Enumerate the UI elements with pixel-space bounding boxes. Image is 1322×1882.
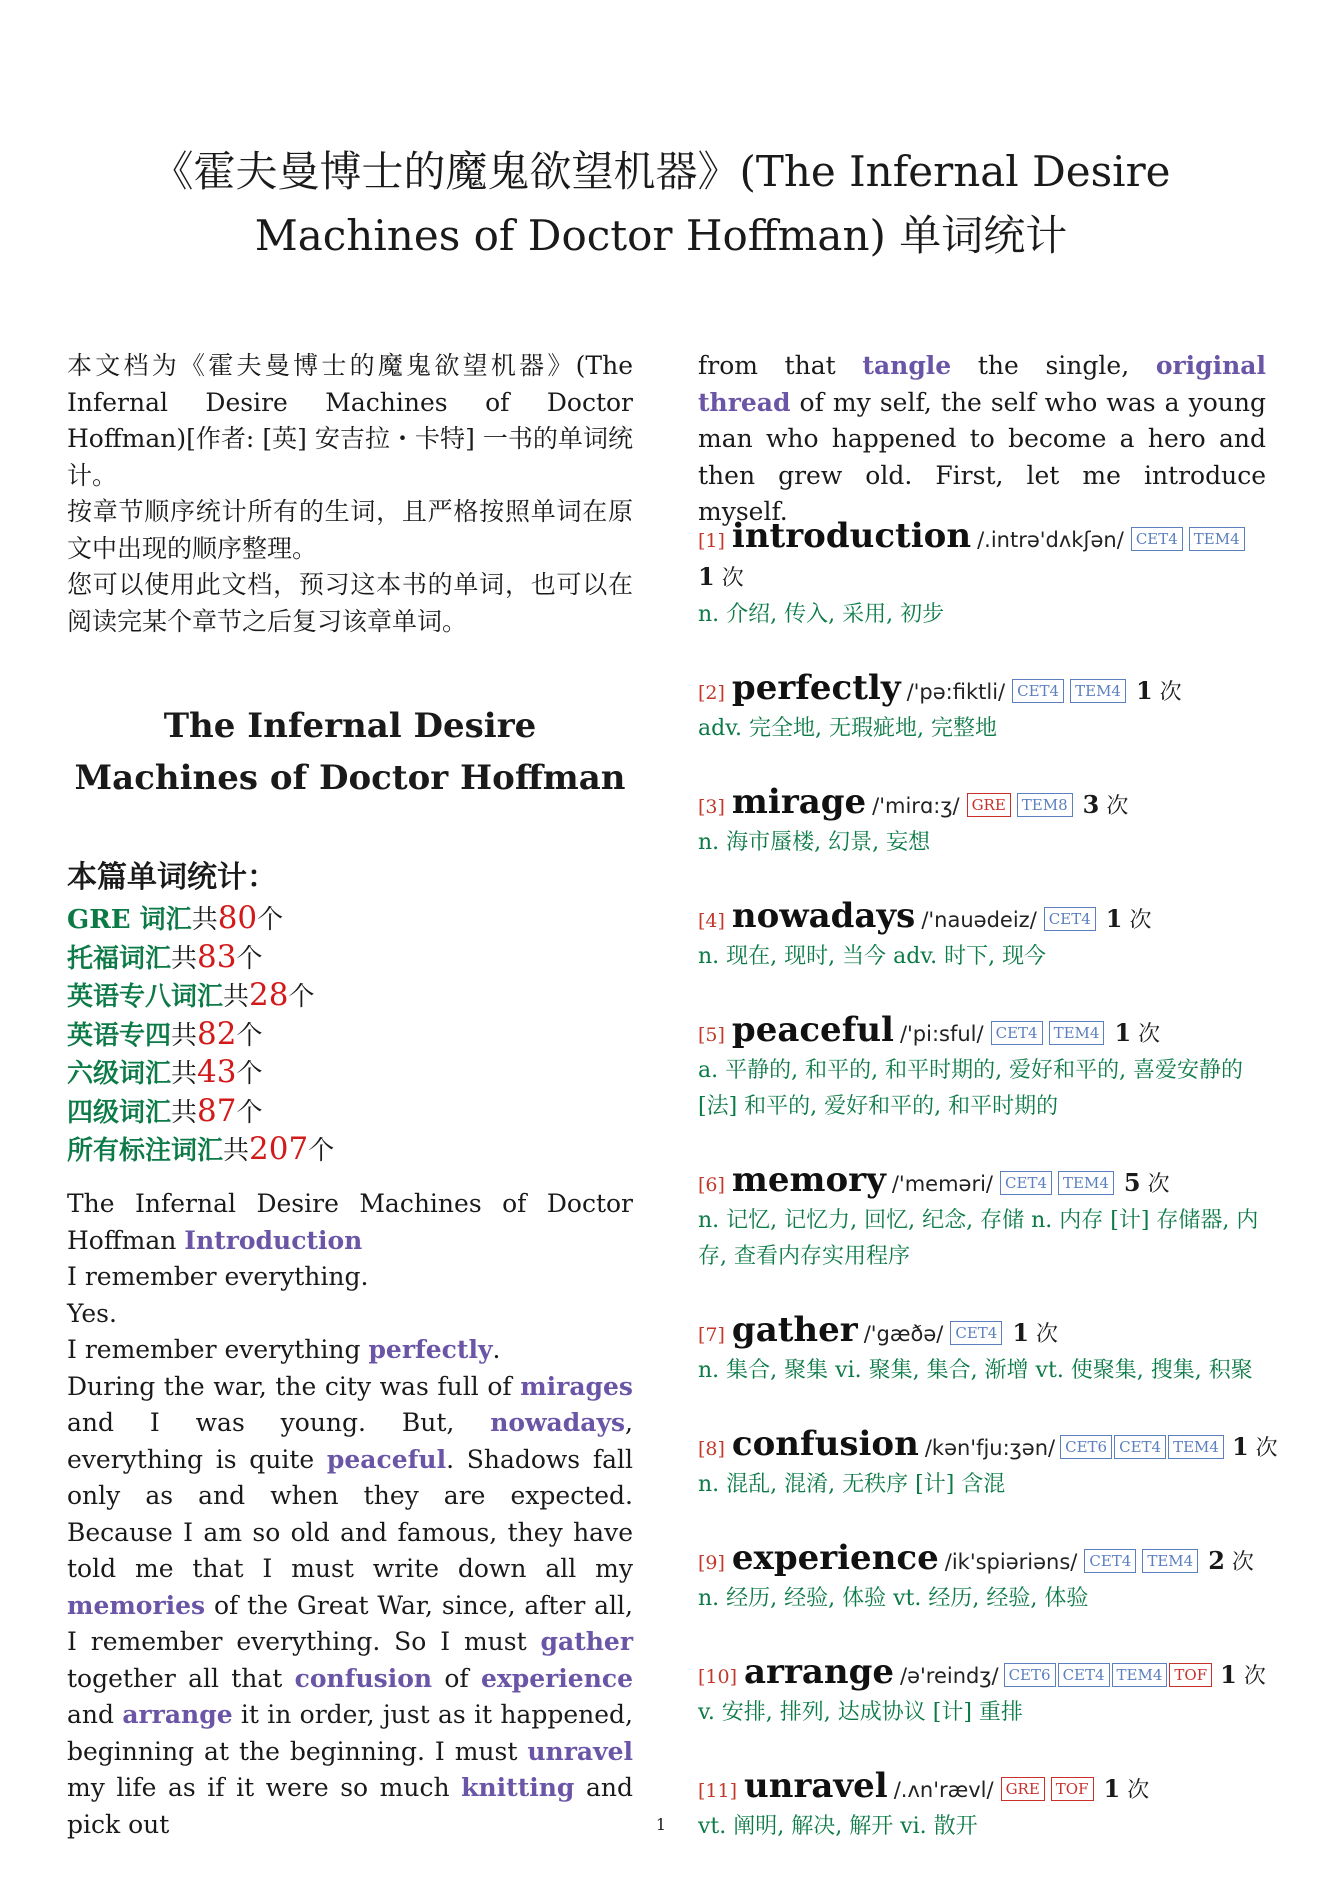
stat-row [67, 1131, 633, 1170]
level-tag: CET6 [1004, 1663, 1056, 1687]
stat-mid: 共 [171, 1059, 198, 1089]
entry-headline [698, 1424, 1278, 1467]
stat-count: 82 [197, 1015, 237, 1052]
text-run: and I was young. But, [67, 1408, 491, 1437]
entry-phonetic: /'nauədeiz/ [921, 908, 1037, 932]
page-number: 1 [655, 1815, 667, 1834]
stat-label: 所有标注词汇 [67, 1136, 224, 1166]
entry-count: 1 次 [1135, 676, 1182, 705]
text-run: The Infernal Desire Machines of Doctor Hoffman [67, 1189, 633, 1255]
text-run: it in order, just as it happened, beginning at the beginning. I must [67, 1700, 633, 1766]
vocab-entry [698, 898, 1266, 975]
entry-definition: adv. 完全地, 无瑕疵地, 完整地 [698, 716, 997, 741]
vocab-entry [698, 1424, 1278, 1503]
entry-count: 3 次 [1082, 790, 1129, 819]
vocab-entry [698, 1012, 1266, 1125]
keyword: memories [67, 1590, 206, 1620]
stat-count: 207 [249, 1131, 309, 1167]
entry-index: [8] [698, 1438, 725, 1460]
keyword: mirages [520, 1371, 633, 1401]
entry-count: 1 次 [1231, 1432, 1278, 1461]
entry-headline [698, 1312, 1266, 1353]
level-tag: CET4 [1114, 1435, 1166, 1459]
entry-definition: n. 集合, 聚集 vi. 聚集, 集合, 渐增 vt. 使聚集, 搜集, 积聚 [698, 1358, 1253, 1383]
entry-definition: a. 平静的, 和平的, 和平时期的, 爱好和平的, 喜爱安静的 [法] 和平的, 爱好和平的, 和平时期的 [698, 1058, 1244, 1119]
stat-mid: 共 [223, 1136, 250, 1166]
entry-definition: n. 记忆, 记忆力, 回忆, 纪念, 存储 n. 内存 [计] 存储器, 内存, 查看内存实用程序 [698, 1208, 1259, 1269]
level-tag: TOF [1169, 1663, 1212, 1687]
intro-text [67, 348, 633, 640]
level-tag: CET4 [1000, 1171, 1052, 1195]
text-run: of my self, the self who was a young man who happened to become a hero and then grew old. First, let me introduce myself. [698, 387, 1266, 526]
level-tag: CET4 [950, 1321, 1002, 1345]
stat-unit: 个 [236, 1059, 263, 1089]
vocab-entry [698, 1540, 1266, 1617]
level-tag: TEM4 [1058, 1171, 1114, 1195]
stat-unit: 个 [288, 982, 315, 1012]
book-text-right [698, 348, 1266, 531]
stat-unit: 个 [257, 905, 284, 935]
level-tag: GRE [967, 793, 1011, 817]
entry-count: 2 次 [1208, 1546, 1254, 1575]
keyword: gather [540, 1627, 633, 1656]
vocabulary-list [698, 516, 1278, 1882]
text-run: . Shadows fall only as and when they are expected. Because I am so old and famous, they have told me that I must write down all my [67, 1444, 633, 1583]
level-tag: CET4 [1084, 1549, 1136, 1573]
entry-word: perfectly [731, 668, 901, 708]
entry-definition: n. 海市蜃楼, 幻景, 妄想 [698, 830, 931, 855]
entry-phonetic: /'gæðə/ [863, 1322, 944, 1346]
word-stats [67, 858, 633, 1170]
text-run: . [492, 1335, 501, 1364]
entry-index: [4] [698, 910, 725, 932]
entry-headline [698, 518, 1266, 559]
entry-index: [2] [698, 682, 725, 704]
level-tag: CET4 [1044, 907, 1096, 931]
vocab-entry [698, 518, 1266, 633]
entry-index: [3] [698, 796, 725, 818]
level-tag: CET4 [1058, 1663, 1110, 1687]
stat-count: 87 [197, 1092, 237, 1129]
level-tag: CET6 [1060, 1435, 1112, 1459]
intro-paragraph: 按章节顺序统计所有的生词，且严格按照单词在原文中出现的顺序整理。 [67, 497, 633, 563]
entry-headline [698, 1654, 1266, 1695]
stat-count: 80 [217, 900, 258, 936]
stat-unit: 个 [236, 943, 263, 974]
section-title: The Infernal Desire Machines of Doctor Hoffman [74, 706, 626, 798]
text-run: of the Great War, since, after all, I remember everything. So I must [67, 1590, 633, 1656]
text-run: , everything is quite [67, 1408, 633, 1474]
entry-headline [698, 784, 1266, 825]
vocab-entry [698, 1162, 1266, 1275]
entry-count: 5 次 [1123, 1168, 1170, 1197]
entry-index: [6] [698, 1174, 725, 1196]
stat-unit: 个 [236, 1097, 263, 1128]
entry-phonetic: /'pi:sful/ [899, 1022, 984, 1046]
left-column [67, 348, 634, 1839]
entry-phonetic: /kən'fju:ʒən/ [924, 1436, 1056, 1460]
keyword: experience [480, 1663, 634, 1693]
entry-word: gather [731, 1310, 858, 1350]
entry-definition: v. 安排, 排列, 达成协议 [计] 重排 [698, 1700, 1023, 1725]
keyword: original thread [698, 351, 1267, 417]
level-tag: CET4 [1131, 527, 1183, 551]
entry-headline [698, 898, 1266, 939]
entry-word: arrange [744, 1652, 895, 1692]
entry-word: memory [731, 1160, 886, 1200]
text-run: my life as if it were so much [67, 1773, 462, 1802]
entry-phonetic: /ə'reindʒ/ [900, 1664, 999, 1688]
entry-count: 1 次 [1103, 1774, 1150, 1803]
entry-word: nowadays [731, 896, 916, 936]
stat-row [67, 1054, 633, 1093]
level-tag: TEM4 [1189, 527, 1245, 551]
entry-phonetic: /'pə:fiktli/ [906, 680, 1006, 704]
keyword: tangle [862, 351, 952, 380]
stat-label: 英语专八词汇 [67, 982, 224, 1012]
keyword: confusion [294, 1663, 433, 1693]
text-run: I remember everything. [67, 1262, 369, 1291]
vocab-entry [698, 784, 1266, 861]
stat-row [67, 900, 633, 939]
stat-mid: 共 [191, 905, 218, 935]
entry-index: [7] [698, 1324, 725, 1346]
level-tag: CET4 [991, 1021, 1043, 1045]
stat-label: 六级词汇 [67, 1059, 172, 1089]
stat-count: 28 [249, 977, 289, 1013]
level-tag: TEM4 [1049, 1021, 1105, 1045]
entry-index: [5] [698, 1024, 725, 1046]
entry-phonetic: /.ʌn'rævl/ [893, 1778, 994, 1802]
entry-headline [698, 670, 1266, 711]
stat-mid: 共 [171, 1097, 198, 1128]
text-run: and pick out [67, 1773, 633, 1839]
level-tag: TEM4 [1112, 1663, 1168, 1687]
level-tag: TEM4 [1168, 1435, 1224, 1459]
stat-label: 托福词汇 [67, 943, 172, 974]
level-tag: TEM8 [1017, 793, 1073, 817]
entry-count: 1 次 [1105, 904, 1152, 933]
keyword: Introduction [184, 1225, 363, 1255]
text-run: the single, [951, 351, 1156, 380]
entry-count: 1 次 [1114, 1018, 1161, 1047]
entry-headline [698, 1540, 1266, 1581]
entry-phonetic: /'meməri/ [891, 1172, 994, 1196]
keyword: peaceful [326, 1444, 447, 1474]
stat-mid: 共 [171, 943, 198, 974]
keyword: knitting [461, 1773, 575, 1802]
entry-definition: n. 介绍, 传入, 采用, 初步 [698, 602, 945, 627]
stat-row [67, 1016, 633, 1055]
right-column [698, 348, 1278, 1839]
entry-definition: vt. 阐明, 解决, 解开 vi. 散开 [698, 1814, 978, 1839]
entry-index: [11] [698, 1780, 738, 1802]
stat-count: 43 [197, 1054, 237, 1090]
entry-phonetic: /.intrə'dʌkʃən/ [977, 528, 1124, 552]
entry-word: introduction [731, 516, 972, 556]
level-tag: TEM4 [1142, 1549, 1198, 1573]
entry-index: [10] [698, 1666, 738, 1688]
level-tag: TEM4 [1070, 679, 1126, 703]
entry-definition: n. 经历, 经验, 体验 vt. 经历, 经验, 体验 [698, 1586, 1089, 1611]
entry-count: 1 次 [1220, 1660, 1266, 1689]
entry-phonetic: /ik'spiəriəns/ [944, 1550, 1078, 1574]
stat-row [67, 1093, 633, 1132]
text-run: and [67, 1700, 123, 1729]
entry-word: confusion [731, 1424, 919, 1464]
vocab-entry [698, 670, 1266, 747]
entry-count: 1 次 [698, 562, 744, 591]
stat-row [67, 939, 633, 978]
entry-headline [698, 1012, 1266, 1053]
document-title: 《霍夫曼博士的魔鬼欲望机器》(The Infernal Desire Machines of Doctor Hoffman) 单词统计 [151, 147, 1171, 260]
stats-heading: 本篇单词统计： [67, 860, 277, 895]
entry-definition: n. 现在, 现时, 当今 adv. 时下, 现今 [698, 944, 1047, 969]
keyword: unravel [527, 1736, 633, 1766]
stat-mid: 共 [171, 1020, 198, 1051]
stat-count: 83 [197, 938, 237, 975]
text-run: I remember everything [67, 1335, 369, 1364]
entry-word: peaceful [731, 1010, 894, 1050]
stat-unit: 个 [236, 1020, 263, 1051]
stat-row [67, 977, 633, 1016]
entry-definition: n. 混乱, 混淆, 无秩序 [计] 含混 [698, 1472, 1006, 1497]
keyword: arrange [122, 1700, 233, 1729]
text-run: together all that [67, 1663, 295, 1693]
entry-headline [698, 1162, 1266, 1203]
stat-label: 四级词汇 [67, 1097, 172, 1128]
level-tag: GRE [1001, 1777, 1045, 1801]
entry-headline [698, 1768, 1266, 1809]
stat-rows [67, 900, 633, 1170]
keyword: perfectly [368, 1335, 493, 1364]
book-text-left [67, 1186, 633, 1843]
stat-unit: 个 [308, 1136, 335, 1166]
intro-paragraph: 本文档为《霍夫曼博士的魔鬼欲望机器》(The Infernal Desire Machines of Doctor Hoffman)[作者: [英] 安吉拉・卡特] 一书的单词统计。 [67, 351, 633, 490]
level-tag: CET4 [1012, 679, 1064, 703]
stat-label: GRE 词汇 [67, 905, 192, 935]
entry-count: 1 次 [1012, 1318, 1059, 1347]
entry-word: mirage [731, 782, 867, 822]
text-run: of [432, 1663, 481, 1693]
entry-word: unravel [744, 1766, 888, 1806]
level-tag: TOF [1051, 1777, 1094, 1801]
intro-paragraph: 您可以使用此文档，预习这本书的单词，也可以在阅读完某个章节之后复习该章单词。 [67, 570, 633, 636]
text-run: Yes. [67, 1298, 117, 1328]
stat-mid: 共 [223, 982, 250, 1012]
vocab-entry [698, 1654, 1266, 1731]
text-run: from that [698, 351, 863, 380]
entry-index: [1] [698, 530, 725, 552]
stat-label: 英语专四 [67, 1020, 172, 1051]
keyword: nowadays [490, 1408, 626, 1437]
entry-word: experience [731, 1538, 939, 1578]
text-run: During the war, the city was full of [67, 1371, 521, 1401]
vocab-entry [698, 1312, 1266, 1389]
entry-phonetic: /'mirɑ:ʒ/ [872, 794, 960, 818]
entry-index: [9] [698, 1552, 725, 1574]
